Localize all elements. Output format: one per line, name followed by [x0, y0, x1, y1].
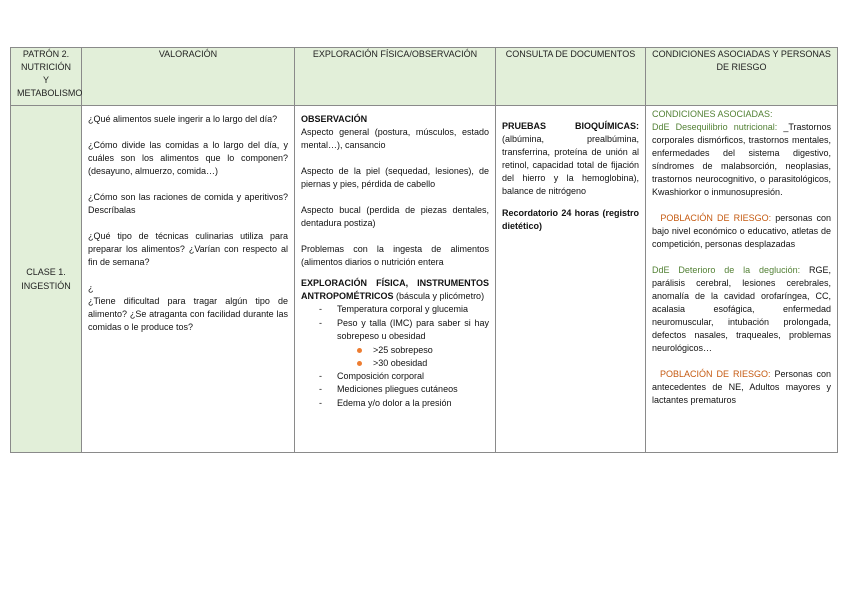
pruebas-block [502, 120, 639, 198]
valoracion-question: ¿Tiene dificultad para tragar algún tipo de alimento? ¿Se atraganta con facilidad durante las comidas o le produce tos? [88, 296, 288, 332]
header-condiciones: CONDICIONES ASOCIADAS Y PERSONAS DE RIESGO [652, 49, 831, 72]
exploracion-fisica-title: EXPLORACIÓN FÍSICA, INSTRUMENTOS ANTROPOMÉTRICOS [301, 278, 489, 301]
recordatorio: Recordatorio 24 horas (registro dietético) [502, 208, 639, 231]
observacion-item: Problemas con la ingesta de alimentos (alimentos diarios o nutrición entera [301, 244, 489, 267]
condiciones-title: CONDICIONES ASOCIADAS: [652, 109, 773, 119]
valoracion-cell [82, 106, 295, 453]
list-item: - Mediciones pliegues cutáneos [319, 384, 458, 394]
header-exploracion: EXPLORACIÓN FÍSICA/OBSERVACIÓN [312, 49, 478, 59]
dde-deglucion-label: DdE Deterioro de la deglución: [652, 265, 801, 275]
valoracion-content [82, 106, 294, 351]
dde-deglucion-text: RGE, parálisis cerebral, lesiones cerebrales, anomalía de la cavidad orofaríngea, CC, acalasia esofágica, enfermedad neuromuscular, intubación prolongada, defectos nasales, traqueales, problemas neurológicos… [652, 265, 831, 353]
observacion-item: Aspecto bucal (perdida de piezas dentales, dentadura postiza) [301, 205, 489, 228]
bullet-icon [357, 361, 362, 366]
valoracion-question: ¿Cómo divide las comidas a lo largo del día, y cuáles son los alimentos que lo componen? (desayuno, almuerzo, comida…) [88, 140, 288, 176]
valoracion-mark: ¿ [88, 283, 94, 293]
valoracion-question: ¿Cómo son las raciones de comida y aperitivos? Descríbalas [88, 192, 288, 215]
condiciones-content [646, 106, 837, 424]
header-row [11, 48, 838, 106]
list-item: >30 obesidad [301, 357, 489, 370]
poblacion-riesgo-1-text: personas con bajo nivel económico o educativo, atletas de competición, personas desplazadas [652, 213, 831, 249]
clase-row [11, 106, 838, 453]
clase-label: CLASE 1. INGESTIÓN [21, 267, 71, 291]
poblacion-riesgo-2 [652, 368, 831, 407]
header-patron-cell [11, 48, 82, 106]
valoracion-question: ¿Qué alimentos suele ingerir a lo largo del día? [88, 114, 278, 124]
observacion-title: OBSERVACIÓN [301, 114, 368, 124]
exploracion-fisica-heading [301, 277, 489, 303]
poblacion-riesgo-2-text: Personas con antecedentes de NE, Adultos mayores y lactantes prematuros [652, 369, 831, 405]
exploracion-content [295, 106, 495, 414]
header-consulta-cell [496, 48, 646, 106]
header-exploracion-cell [295, 48, 496, 106]
observacion-item: Aspecto general (postura, músculos, estado mental…), cansancio [301, 127, 489, 150]
condiciones-cell [646, 106, 838, 453]
list-item: - Peso y talla (IMC) para saber si hay sobrepeso u obesidad [319, 317, 489, 341]
list-item: - Temperatura corporal y glucemia [319, 304, 469, 314]
header-consulta: CONSULTA DE DOCUMENTOS [505, 49, 636, 59]
exploracion-cell [295, 106, 496, 453]
list-item: - Composición corporal [319, 370, 425, 381]
dde-desequilibrio-text: _Trastornos corporales dismórficos, trastornos mentales, enfermedades del sistema digestivo, síndromes de malabsorción, neoplasias, trastornos neurocognitivo, o parasitológicos, Kwashiorkor o inmunosupresión. [652, 122, 831, 197]
valoracion-question: ¿Qué tipo de técnicas culinarias utiliza para preparar los alimentos? ¿Varían con respecto al fin de semana? [88, 231, 288, 267]
header-valoracion: VALORACIÓN [158, 49, 218, 59]
exploracion-fisica-note: (báscula y plicómetro) [396, 291, 485, 301]
exploracion-list-2 [301, 370, 489, 411]
pruebas-text: (albúmina, prealbúmina, transferrina, proteína de unión al retinol, capacidad total de fijación del hierro y la hemoglobina), balance de nitrógeno [502, 134, 639, 196]
list-item: - Edema y/o dolor a la presión [319, 397, 452, 408]
header-condiciones-cell [646, 48, 838, 106]
consulta-cell [496, 106, 646, 453]
clase-cell [11, 106, 82, 453]
consulta-content [496, 106, 645, 250]
imc-sublist [301, 344, 489, 370]
poblacion-riesgo-2-label: POBLACIÓN DE RIESGO: [659, 369, 771, 379]
poblacion-riesgo-1 [652, 212, 831, 251]
header-patron: PATRÓN 2. NUTRICIÓN Y METABOLISMO [17, 49, 83, 98]
poblacion-riesgo-1-label: POBLACIÓN DE RIESGO: [660, 213, 772, 223]
dde-deglucion [652, 264, 831, 355]
observacion-item: Aspecto de la piel (sequedad, lesiones), de piernas y pies, pérdida de cabello [301, 166, 489, 189]
pruebas-title: PRUEBAS BIOQUÍMICAS: [502, 121, 639, 131]
list-item: >25 sobrepeso [301, 344, 489, 357]
dde-desequilibrio [652, 121, 831, 199]
nutrition-assessment-table [10, 47, 838, 453]
bullet-icon [357, 348, 362, 353]
exploracion-list [301, 303, 489, 344]
dde-desequilibrio-label: DdE Desequilibrio nutricional: [652, 122, 778, 132]
header-valoracion-cell [82, 48, 295, 106]
